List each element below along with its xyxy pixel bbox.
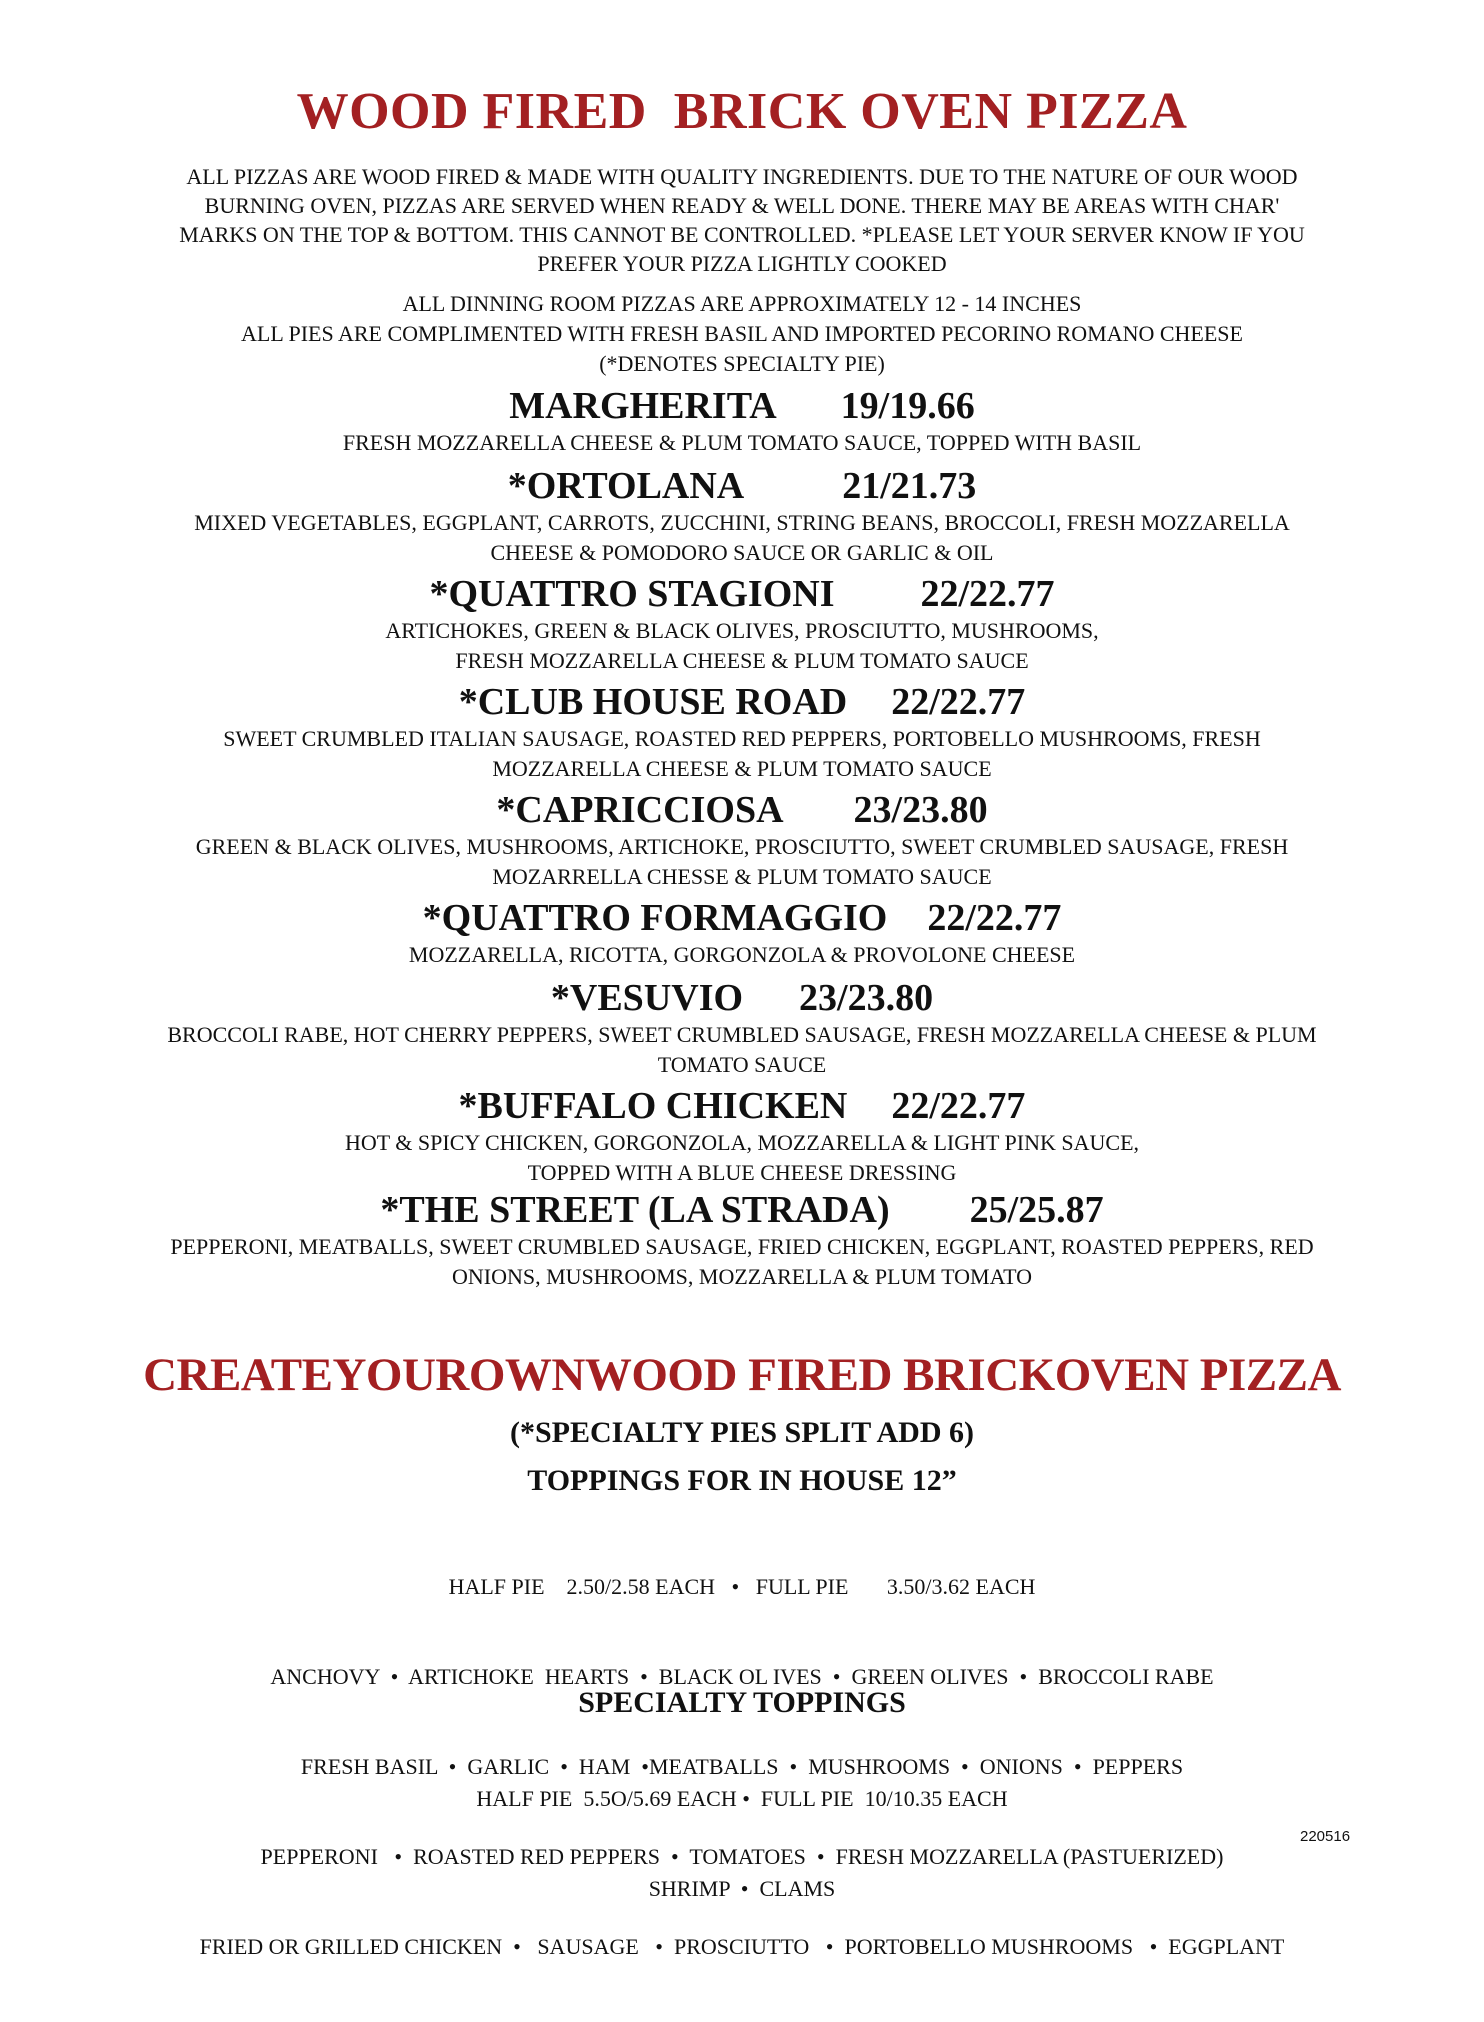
intro-line: PREFER YOUR PIZZA LIGHTLY COOKED: [537, 251, 947, 276]
pizza-item-club-house-road: [70, 680, 1414, 784]
pizza-item-vesuvio: [70, 976, 1414, 1080]
pizza-description: [70, 832, 1414, 892]
pizza-name: *QUATTRO FORMAGGIO: [422, 897, 888, 939]
note-line: ALL DINNING ROOM PIZZAS ARE APPROXIMATELY 12 - 14 INCHES: [402, 291, 1082, 316]
specialty-toppings-list: [0, 1724, 1484, 1964]
pizza-item-margherita: [70, 384, 1414, 458]
note-line: (*DENOTES SPECIALTY PIE): [599, 351, 885, 376]
specialty-price-line: HALF PIE 5.5O/5.69 EACH • FULL PIE 10/10.35 EACH: [476, 1786, 1008, 1811]
specialty-split-note: (*SPECIALTY PIES SPLIT ADD 6): [509, 1416, 975, 1449]
toppings-price-line: HALF PIE 2.50/2.58 EACH • FULL PIE 3.50/3.62 EACH: [448, 1574, 1036, 1599]
pizza-heading: [70, 788, 1414, 832]
pizza-description-line: TOPPED WITH A BLUE CHEESE DRESSING: [527, 1160, 957, 1185]
pizza-price: 23/23.80: [799, 977, 934, 1019]
specialty-items-line: SHRIMP • CLAMS: [648, 1876, 836, 1901]
pizza-name: *VESUVIO: [550, 977, 744, 1019]
pizza-item-the-street: [70, 1188, 1414, 1292]
pizza-heading: [70, 464, 1414, 508]
pizza-description: [70, 616, 1414, 676]
pizza-description-line: MOZZARELLA CHEESE & PLUM TOMATO SAUCE: [492, 756, 992, 781]
intro-line: BURNING OVEN, PIZZAS ARE SERVED WHEN READY & WELL DONE. THERE MAY BE AREAS WITH CHAR': [204, 193, 1280, 218]
pizza-description-line: ARTICHOKES, GREEN & BLACK OLIVES, PROSCIUTTO, MUSHROOMS,: [385, 618, 1099, 643]
pizza-description: [70, 1020, 1414, 1080]
toppings-line: PEPPERONI • ROASTED RED PEPPERS • TOMATOES • FRESH MOZZARELLA (PASTUERIZED): [260, 1844, 1224, 1869]
pizza-item-quattro-formaggio: [70, 896, 1414, 970]
pizza-item-buffalo-chicken: [70, 1084, 1414, 1188]
pizza-item-capricciosa: [70, 788, 1414, 892]
pizza-description-line: CHEESE & POMODORO SAUCE OR GARLIC & OIL: [490, 540, 994, 565]
pizza-menu-list: [70, 384, 1414, 1292]
pizza-name: *CAPRICCIOSA: [496, 789, 784, 831]
toppings-line: FRESH BASIL • GARLIC • HAM •MEATBALLS • MUSHROOMS • ONIONS • PEPPERS: [300, 1754, 1184, 1779]
pizza-description: [70, 1128, 1414, 1188]
toppings-line: FRIED OR GRILLED CHICKEN • SAUSAGE • PROSCIUTTO • PORTOBELLO MUSHROOMS • EGGPLANT: [199, 1934, 1285, 1959]
pizza-price: 19/19.66: [840, 385, 975, 427]
pizza-name: *THE STREET (LA STRADA): [380, 1189, 890, 1231]
pizza-price: 22/22.77: [891, 1085, 1026, 1127]
pizza-price: 25/25.87: [969, 1189, 1104, 1231]
pizza-description: [70, 428, 1414, 458]
create-your-own-title: CREATEYOUROWNWOOD FIRED BRICKOVEN PIZZA: [143, 1349, 1341, 1401]
pizza-notes: [80, 289, 1404, 379]
toppings-heading: TOPPINGS FOR IN HOUSE 12”: [527, 1464, 957, 1497]
pizza-description-line: MOZZARELLA, RICOTTA, GORGONZOLA & PROVOLONE CHEESE: [408, 942, 1076, 967]
pizza-description-line: ONIONS, MUSHROOMS, MOZZARELLA & PLUM TOMATO: [451, 1264, 1032, 1289]
pizza-heading: [70, 572, 1414, 616]
pizza-name: *ORTOLANA: [507, 465, 745, 507]
pizza-description-line: MIXED VEGETABLES, EGGPLANT, CARROTS, ZUCCHINI, STRING BEANS, BROCCOLI, FRESH MOZZARELLA: [194, 510, 1290, 535]
pizza-heading: [70, 896, 1414, 940]
pizza-description-line: BROCCOLI RABE, HOT CHERRY PEPPERS, SWEET CRUMBLED SAUSAGE, FRESH MOZZARELLA CHEESE & PLUM: [167, 1022, 1317, 1047]
pizza-price: 22/22.77: [891, 681, 1026, 723]
pizza-description: [70, 508, 1414, 568]
intro-line: ALL PIZZAS ARE WOOD FIRED & MADE WITH QUALITY INGREDIENTS. DUE TO THE NATURE OF OUR WOOD: [186, 164, 1298, 189]
pizza-item-ortolana: [70, 464, 1414, 568]
pizza-heading: [70, 384, 1414, 428]
pizza-name: *CLUB HOUSE ROAD: [458, 681, 848, 723]
pizza-price: 22/22.77: [927, 897, 1062, 939]
pizza-description-line: FRESH MOZZARELLA CHEESE & PLUM TOMATO SAUCE, TOPPED WITH BASIL: [342, 430, 1142, 455]
page-title: WOOD FIRED BRICK OVEN PIZZA: [296, 83, 1188, 140]
note-line: ALL PIES ARE COMPLIMENTED WITH FRESH BASIL AND IMPORTED PECORINO ROMANO CHEESE: [241, 321, 1243, 346]
pizza-description-line: MOZARRELLA CHESSE & PLUM TOMATO SAUCE: [492, 864, 992, 889]
pizza-price: 22/22.77: [920, 573, 1055, 615]
pizza-description-line: SWEET CRUMBLED ITALIAN SAUSAGE, ROASTED RED PEPPERS, PORTOBELLO MUSHROOMS, FRESH: [223, 726, 1261, 751]
pizza-heading: [70, 1188, 1414, 1232]
pizza-description-line: FRESH MOZZARELLA CHEESE & PLUM TOMATO SAUCE: [455, 648, 1029, 673]
pizza-description: [70, 940, 1414, 970]
pizza-price: 23/23.80: [853, 789, 988, 831]
pizza-description-line: PEPPERONI, MEATBALLS, SWEET CRUMBLED SAUSAGE, FRIED CHICKEN, EGGPLANT, ROASTED PEPPERS, RED: [170, 1234, 1314, 1259]
pizza-name: *QUATTRO STAGIONI: [429, 573, 835, 615]
pizza-item-quattro-stagioni: [70, 572, 1414, 676]
pizza-description: [70, 724, 1414, 784]
document-code: 220516: [1300, 1828, 1351, 1845]
pizza-price: 21/21.73: [842, 465, 977, 507]
intro-paragraph: [80, 162, 1404, 278]
specialty-toppings-heading: SPECIALTY TOPPINGS: [578, 1686, 906, 1719]
pizza-description-line: GREEN & BLACK OLIVES, MUSHROOMS, ARTICHOKE, PROSCIUTTO, SWEET CRUMBLED SAUSAGE, FRESH: [195, 834, 1289, 859]
toppings-line: ANCHOVY • ARTICHOKE HEARTS • BLACK OL IVES • GREEN OLIVES • BROCCOLI RABE: [270, 1664, 1214, 1689]
pizza-name: MARGHERITA: [509, 385, 777, 427]
pizza-heading: [70, 976, 1414, 1020]
pizza-description-line: TOMATO SAUCE: [657, 1052, 827, 1077]
pizza-name: *BUFFALO CHICKEN: [458, 1085, 848, 1127]
pizza-heading: [70, 1084, 1414, 1128]
pizza-description-line: HOT & SPICY CHICKEN, GORGONZOLA, MOZZARELLA & LIGHT PINK SAUCE,: [344, 1130, 1140, 1155]
pizza-heading: [70, 680, 1414, 724]
intro-line: MARKS ON THE TOP & BOTTOM. THIS CANNOT BE CONTROLLED. *PLEASE LET YOUR SERVER KNOW IF YOU: [179, 222, 1305, 247]
pizza-description: [70, 1232, 1414, 1292]
